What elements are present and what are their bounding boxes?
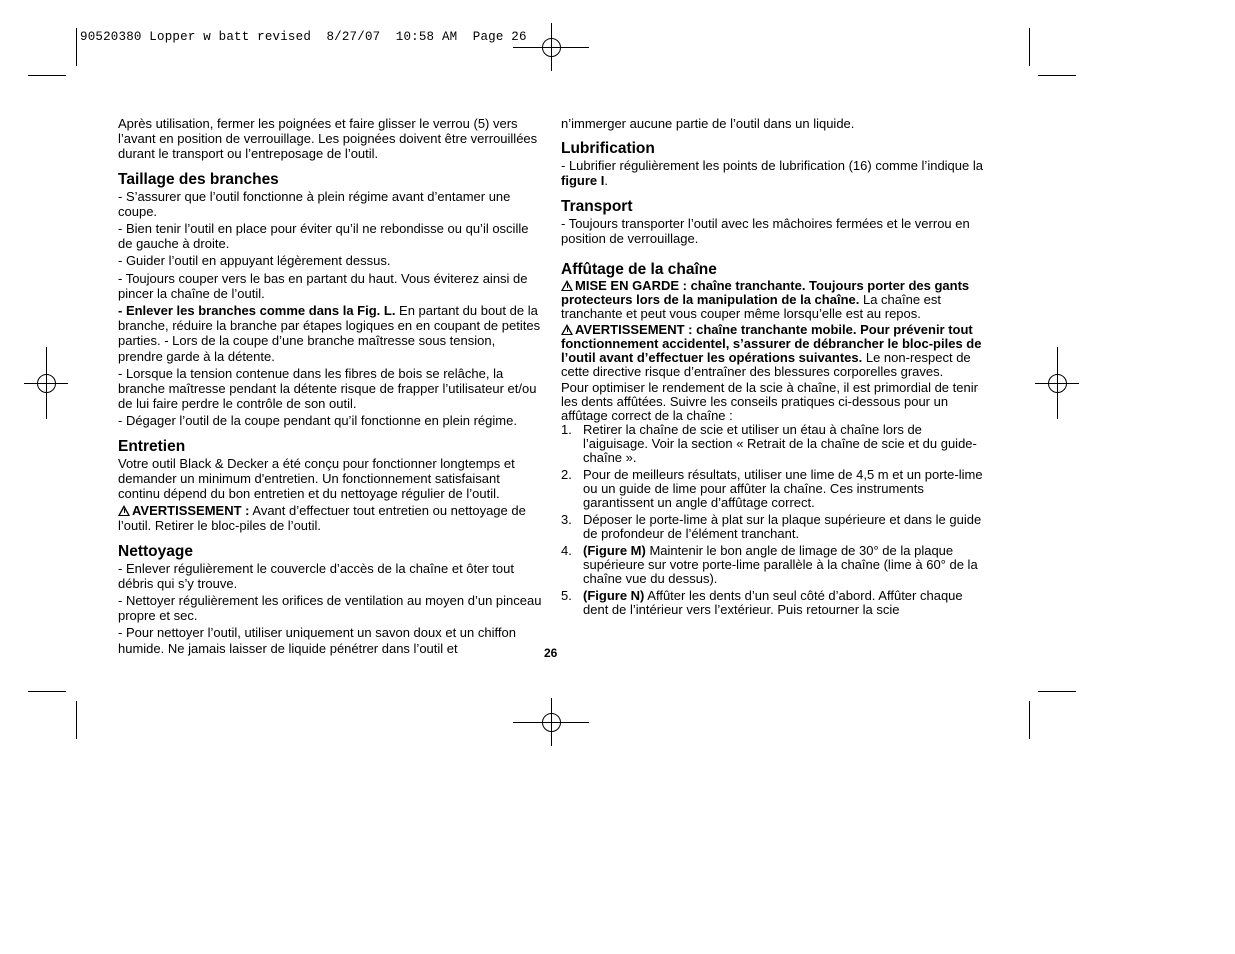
left-column [118,116,542,656]
paragraph: - Guider l’outil en appuyant légèrement dessus. [118,253,391,269]
paragraph: - Lorsque la tension contenue dans les fibres de bois se relâche, la branche maîtresse pendant la détente risque de frapper l’utilisateur et/ou de lui faire perdre le contrôle de son outil. [118,365,537,412]
paragraph-text: Le non-respect de cette directive risque d’entraîner des blessures corporelles graves. [561,350,971,380]
step-number: 1. [561,422,572,438]
list-item [561,589,985,617]
paragraph: Votre outil Black & Decker a été conçu pour fonctionner longtemps et demander un minimum d'entretien. Un fonctionnement satisfaisant continu dépend du bon entretien et du nettoyage régulier de l’outil. [118,455,515,502]
crop-mark [76,701,77,739]
paragraph: - Enlever régulièrement le couvercle d’accès de la chaîne et ôter tout débris qui s’y trouve. [118,560,514,591]
paragraph: - Dégager l’outil de la coupe pendant qu’il fonctionne en plein régime. [118,413,517,429]
crop-mark [1029,701,1030,739]
step-text: Pour de meilleurs résultats, utiliser une lime de 4,5 m et un porte-lime ou un guide de lime pour affûter la chaîne. Ces instruments garantissent un angle d’affûtage correct. [583,467,983,511]
paragraph: - S’assurer que l’outil fonctionne à plein régime avant d’entamer une coupe. [118,188,511,219]
step-text: Maintenir le bon angle de limage de 30° de la plaque supérieure sur votre porte-lime parallèle à la chaîne (lime à 60° de la chaîne vue du dessus). [583,543,978,587]
paragraph-text: . [604,173,608,189]
intro-paragraph: Après utilisation, fermer les poignées et faire glisser le verrou (5) vers l’avant en position de verrouillage. Les poignées doivent être verrouillées durant le transport ou l’entreposage de l’outil. [118,116,538,162]
step-number: 3. [561,512,572,528]
warning-label: AVERTISSEMENT : [132,503,250,519]
warning-triangle-icon [118,505,130,516]
figure-ref: (Figure M) [583,543,646,559]
paragraph-text: En partant du bout de la branche, réduire la branche par étapes logiques en en coupant de petites parties. - Lors de la coupe d’une branche maîtresse sous tension, prendre garde à la détente. [118,303,541,364]
paragraph-text: Avant d’effectuer tout entretien ou nettoyage de l’outil. Retirer le bloc-piles de l’outil. [118,503,526,534]
paragraph: - Toujours couper vers le bas en partant du haut. Vous éviterez ainsi de pincer la chaîne de l’outil. [118,270,528,301]
step-text: Affûter les dents d’un seul côté d’abord. Affûter chaque dent de l’intérieur vers l’extérieur. Puis retourner la scie [583,588,963,618]
sharpening-steps-list [561,423,985,617]
bold-lead: - Enlever les branches comme dans la Fig. L. [118,303,396,319]
section-heading-lubrification: Lubrification [561,140,655,158]
section-heading-taillage: Taillage des branches [118,170,279,188]
list-item [561,468,985,510]
list-item [561,544,985,586]
paragraph: - Nettoyer régulièrement les orifices de ventilation au moyen d’un pinceau propre et sec. [118,593,542,624]
figure-ref: figure I [561,173,605,189]
crop-mark [28,691,66,692]
right-column [561,116,985,620]
paragraph: Pour optimiser le rendement de la scie à chaîne, il est primordial de tenir les dents affûtées. Suivre les conseils pratiques ci-dessous pour un affûtage correct de la chaîne : [561,380,978,424]
paragraph-text: La chaîne est tranchante et peut vous couper même lorsqu’elle est au repos. [561,292,942,322]
crop-mark [1038,75,1076,76]
paragraph: n’immerger aucune partie de l’outil dans un liquide. [561,116,855,131]
print-slug: 90520380 Lopper w batt revised 8/27/07 10:58 AM Page 26 [80,30,527,44]
step-number: 4. [561,543,572,559]
warning-paragraph [118,503,542,533]
paragraph [118,303,542,364]
crop-mark [1029,28,1030,66]
list-item [561,423,985,465]
warning-paragraph [561,323,985,379]
warning-label: MISE EN GARDE : chaîne tranchante. Toujours porter des gants protecteurs lors de la manipulation de la chaîne. [561,278,970,308]
crop-mark [1038,691,1076,692]
warning-triangle-icon [561,280,573,291]
figure-ref: (Figure N) [583,588,645,604]
page-number: 26 [544,646,558,660]
section-heading-nettoyage: Nettoyage [118,542,193,560]
section-heading-transport: Transport [561,197,633,215]
crop-mark [28,75,66,76]
list-item [561,513,985,541]
crop-mark [76,28,77,66]
paragraph [561,158,985,188]
paragraph-text: - Lubrifier régulièrement les points de lubrification (16) comme l’indique la [561,158,983,174]
section-heading-affutage: Affûtage de la chaîne [561,261,717,279]
warning-label: AVERTISSEMENT : chaîne tranchante mobile. Pour prévenir tout fonctionnement accidentel, s’assurer de débrancher le bloc-piles de l’outil avant d’effectuer les opérations suivantes. [561,322,982,366]
warning-triangle-icon [561,324,573,335]
paragraph: - Pour nettoyer l’outil, utiliser uniquement un savon doux et un chiffon humide. Ne jamais laisser de liquide pénétrer dans l’outil et [118,625,516,656]
paragraph: - Toujours transporter l’outil avec les mâchoires fermées et le verrou en position de verrouillage. [561,215,970,246]
step-number: 2. [561,467,572,483]
step-text: Retirer la chaîne de scie et utiliser un étau à chaîne lors de l’aiguisage. Voir la section « Retrait de la chaîne de scie et du guide-chaîne ». [583,422,977,466]
paragraph: - Bien tenir l’outil en place pour éviter qu’il ne rebondisse ou qu’il oscille de gauche à droite. [118,221,529,252]
section-heading-entretien: Entretien [118,437,186,455]
warning-paragraph [561,279,985,321]
step-text: Déposer le porte-lime à plat sur la plaque supérieure et dans le guide de profondeur de l’élément tranchant. [583,512,982,542]
step-number: 5. [561,588,572,604]
